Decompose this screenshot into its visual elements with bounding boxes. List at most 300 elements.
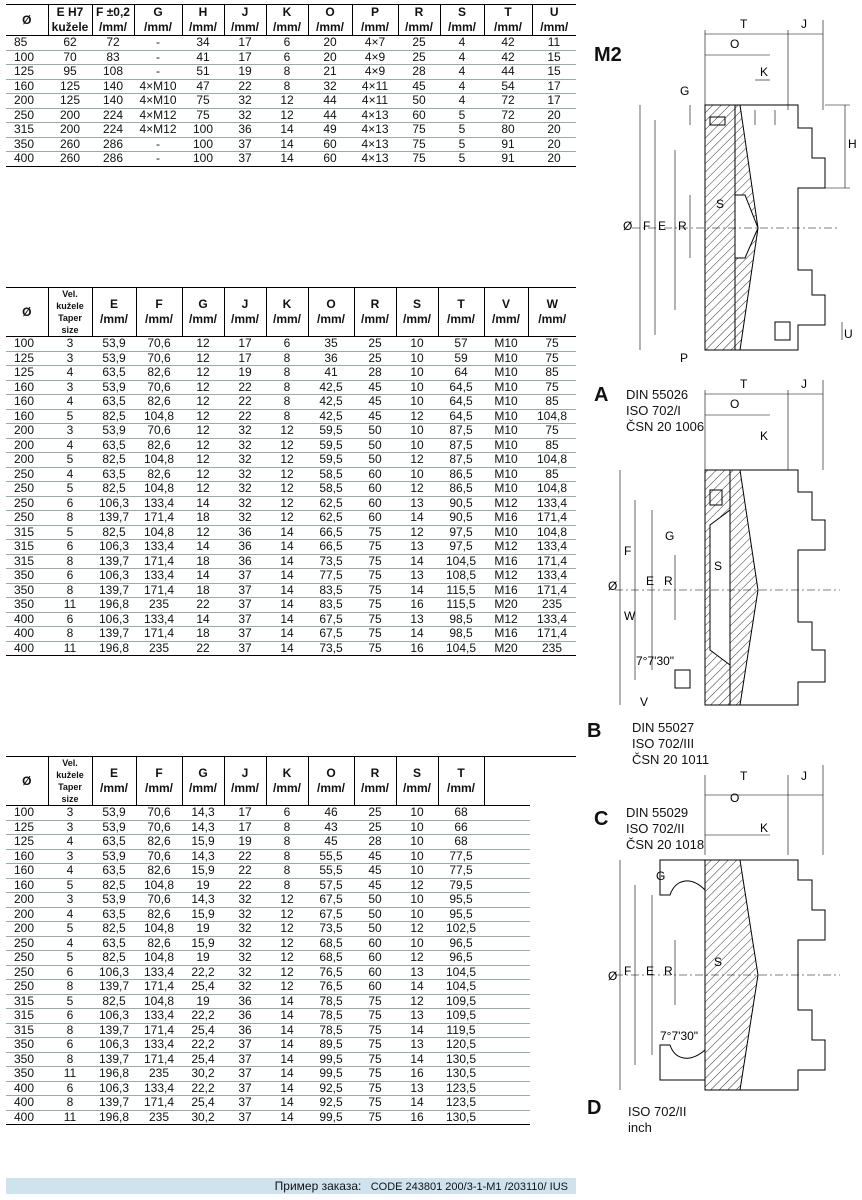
table-cell: 12 [266,980,308,995]
table-cell: 53,9 [92,424,136,439]
table-cell: 140 [92,79,134,94]
table-cell: 200 [6,424,48,439]
table-cell: 72 [484,94,532,109]
dim-k-m2: K [760,65,769,79]
table-cell: 98,5 [438,612,484,627]
table-cell: 75 [528,351,576,366]
table-cell: 95,5 [438,893,484,908]
table-cell: 87,5 [438,424,484,439]
table-cell: 12 [266,482,308,497]
table-cell: 350 [6,569,48,584]
table-cell: 43 [308,820,354,835]
table-cell: 14 [266,569,308,584]
table-cell: 42,5 [308,409,354,424]
table-cell: M10 [484,366,528,381]
table-cell: 20 [532,152,576,167]
table-cell: 45 [354,380,396,395]
table2-header-1: Vel. kužele Taper size [48,288,92,337]
table-row [6,1052,576,1067]
table-row [6,878,576,893]
table-row [6,569,576,584]
table-cell: 85 [528,366,576,381]
table-row [6,65,576,80]
table-cell: 14 [266,1023,308,1038]
table-cell: 82,5 [92,994,136,1009]
table2-header-11: V /mm/ [484,288,528,337]
table-cell: 22 [224,395,266,410]
table-cell: 78,5 [308,1009,354,1024]
table-cell: M20 [484,641,528,656]
table-row [6,980,576,995]
table-cell: 12 [182,438,224,453]
table-cell: 133,4 [528,612,576,627]
table-cell: 6 [48,612,92,627]
table-cell: 260 [48,152,92,167]
table-row [6,1096,576,1111]
table-cell: 18 [182,583,224,598]
table-cell: 125 [48,94,92,109]
table-cell: 82,5 [92,922,136,937]
table-cell: 12 [266,467,308,482]
table-cell [484,994,530,1009]
table-cell: 50 [354,893,396,908]
dim-e-m2: E [658,219,667,233]
table-cell: 63,5 [92,907,136,922]
table-cell: 14 [266,123,308,138]
table-cell: 106,3 [92,612,136,627]
table-cell: 36 [224,554,266,569]
table-cell: 66 [438,820,484,835]
table-cell: 37 [224,1110,266,1125]
table-cell: 70,6 [136,380,182,395]
table-cell: 106,3 [92,540,136,555]
table-cell [484,1052,530,1067]
table-cell: 14 [266,612,308,627]
table-cell: 250 [6,951,48,966]
table-cell: M10 [484,424,528,439]
table-cell: 14 [396,511,438,526]
table-cell: 196,8 [92,1067,136,1082]
table-cell: 32 [224,511,266,526]
table-cell: 68 [438,835,484,850]
table-cell: 6 [48,1081,92,1096]
table-cell: 63,5 [92,936,136,951]
table-cell [484,820,530,835]
table-cell: 75 [354,1009,396,1024]
table-cell: 400 [6,1096,48,1111]
table-cell: 104,8 [136,482,182,497]
table-cell: 106,3 [92,569,136,584]
dim-g-c: G [656,869,666,883]
table-cell: 100 [6,50,48,65]
table-cell: 140 [92,94,134,109]
table-cell: 160 [6,849,48,864]
table-cell: 160 [6,395,48,410]
table-cell: 28 [398,65,440,80]
table-cell: 25 [398,50,440,65]
table-cell: 60 [354,496,396,511]
table-cell: 315 [6,1023,48,1038]
table-cell: 22 [224,864,266,879]
table-cell: 200 [6,438,48,453]
diagram-label-b: B [587,720,602,742]
table-cell: 96,5 [438,951,484,966]
table-cell [484,1081,530,1096]
table-cell: 62,5 [308,511,354,526]
table-cell: 14 [396,1096,438,1111]
table-cell [484,806,530,821]
table-cell: 4 [48,395,92,410]
table2-header-5: J /mm/ [224,288,266,337]
table-cell: 99,5 [308,1067,354,1082]
table-cell: 286 [92,152,134,167]
table-cell: 8 [48,1052,92,1067]
table-cell: 60 [398,108,440,123]
table-cell: 235 [136,598,182,613]
table-cell: 104,5 [438,980,484,995]
table-cell: 22 [224,380,266,395]
table3-header-0: Ø [6,757,48,806]
table-cell: 42 [484,36,532,51]
table-cell: 6 [266,806,308,821]
table-cell: 75 [354,554,396,569]
table-cell: 11 [48,598,92,613]
table-row [6,36,576,51]
table-row [6,366,576,381]
standards-d: ISO 702/II inch [628,1104,687,1135]
table-cell: 200 [48,108,92,123]
table-cell: 123,5 [438,1081,484,1096]
table2-header-6: K /mm/ [266,288,308,337]
table-cell: 14 [266,1052,308,1067]
table-cell: 55,5 [308,864,354,879]
dim-dia-c: Ø [608,969,618,983]
table3-header-9: S /mm/ [396,757,438,806]
table-cell: 5 [440,152,484,167]
table-cell: 82,6 [136,438,182,453]
table-cell: 171,4 [528,627,576,642]
dim-r-m2: R [678,219,687,233]
table-cell: - [134,36,182,51]
table-cell [484,936,530,951]
table3-header-5: J /mm/ [224,757,266,806]
order-example-bar [6,1178,576,1194]
table-cell: 139,7 [92,1096,136,1111]
table-cell: 196,8 [92,641,136,656]
table-cell: 260 [48,137,92,152]
table-cell: 139,7 [92,554,136,569]
table3-header-8: R /mm/ [354,757,396,806]
table-cell: M12 [484,612,528,627]
table-cell: 18 [182,554,224,569]
table-cell [484,878,530,893]
table-cell: M10 [484,453,528,468]
table-cell: 400 [6,1081,48,1096]
table-cell: 3 [48,893,92,908]
table-cell: 59,5 [308,438,354,453]
table-cell: 4×M10 [134,94,182,109]
table-cell: 49 [308,123,352,138]
table-cell: 22,2 [182,1081,224,1096]
table-cell: 12 [266,922,308,937]
table-cell: 4 [48,936,92,951]
table-cell: 41 [308,366,354,381]
table-row [6,907,576,922]
table-cell: 8 [48,554,92,569]
dim-r-a: R [664,574,673,588]
table-cell: 25,4 [182,980,224,995]
table-cell: 89,5 [308,1038,354,1053]
table-cell: 104,8 [528,453,576,468]
table-cell: 10 [396,351,438,366]
table-cell: 58,5 [308,482,354,497]
table-cell: 37 [224,1096,266,1111]
table-cell: 109,5 [438,1009,484,1024]
table-cell: 196,8 [92,1110,136,1125]
table2-header-10: T /mm/ [438,288,484,337]
table-cell: 17 [224,337,266,352]
table-cell: 10 [396,907,438,922]
table-cell: 14 [396,627,438,642]
table-cell: 42 [484,50,532,65]
table-row [6,1067,576,1082]
table-cell: 108,5 [438,569,484,584]
table-cell [484,1067,530,1082]
dim-k-c: K [760,821,769,835]
table-cell: 315 [6,1009,48,1024]
table1-header-0: Ø [6,5,48,36]
table-cell: 21 [308,65,352,80]
table-cell: 75 [354,525,396,540]
table-row [6,409,576,424]
table-cell: 200 [6,893,48,908]
table-cell: 12 [182,482,224,497]
table-cell [484,893,530,908]
diagram-label-m2: M2 [594,44,622,66]
table-cell: 32 [224,907,266,922]
table-cell: 108 [92,65,134,80]
table-cell: 37 [224,137,266,152]
table-cell: 16 [396,598,438,613]
diagram-label-c: C [594,808,609,830]
table1-header-12: U /mm/ [532,5,576,36]
table-cell: M12 [484,496,528,511]
table-cell: 90,5 [438,496,484,511]
table-cell: 100 [6,806,48,821]
table-cell: 10 [396,380,438,395]
table-cell: 14 [266,1009,308,1024]
table-cell: 18 [182,511,224,526]
table-cell: 5 [440,123,484,138]
table-cell: 17 [224,351,266,366]
table-cell: 4×7 [352,36,398,51]
table-cell: 224 [92,108,134,123]
table-cell: 125 [6,351,48,366]
table-cell: 19 [182,994,224,1009]
table-cell: 14,3 [182,806,224,821]
table-cell: 250 [6,511,48,526]
table-row [6,123,576,138]
table-cell: 315 [6,540,48,555]
table-cell: 12 [182,453,224,468]
table-cell: 10 [396,864,438,879]
table-cell: 97,5 [438,525,484,540]
table-cell: 45 [354,409,396,424]
table-cell: 4 [440,65,484,80]
table-cell: 68,5 [308,951,354,966]
table-cell: 14 [266,583,308,598]
table-cell: 53,9 [92,806,136,821]
table-cell: 14 [266,152,308,167]
table-cell [484,1096,530,1111]
table-cell: 32 [224,94,266,109]
table-cell: 78,5 [308,1023,354,1038]
table-row [6,1009,576,1024]
table-cell: 64,5 [438,409,484,424]
drawing-m2 [632,20,850,350]
table-cell: 63,5 [92,438,136,453]
table-cell: 67,5 [308,612,354,627]
table-cell: 75 [354,598,396,613]
table-cell: 100 [182,137,224,152]
table-cell: 133,4 [528,540,576,555]
table-cell: 14 [266,1110,308,1125]
table-cell: 200 [6,907,48,922]
table2-header-3: F /mm/ [136,288,182,337]
table-cell: 44 [308,108,352,123]
table-cell: 37 [224,152,266,167]
table-row [6,806,576,821]
table-cell: 235 [136,1110,182,1125]
table-cell: 139,7 [92,1052,136,1067]
drawing-c [615,765,840,1090]
table1-header-11: T /mm/ [484,5,532,36]
table-cell: 17 [224,806,266,821]
table-cell: 37 [224,627,266,642]
angle-c: 7°7'30" [660,1029,699,1043]
table-cell: 19 [224,65,266,80]
table-cell: 60 [308,137,352,152]
table1-header-2: F ±0,2 /mm/ [92,5,134,36]
table-cell: 45 [308,835,354,850]
table-cell [484,1023,530,1038]
table-cell: 30,2 [182,1110,224,1125]
table-cell: 32 [224,965,266,980]
table-cell: 160 [6,79,48,94]
table-cell: 80 [484,123,532,138]
table-cell: 32 [224,980,266,995]
dim-w-a: W [624,609,636,623]
table-cell: 37 [224,641,266,656]
table-cell: M10 [484,337,528,352]
table-cell: 64 [438,366,484,381]
table-row [6,835,576,850]
table-cell: 75 [354,1096,396,1111]
table-cell: 10 [396,438,438,453]
table-cell: 133,4 [136,540,182,555]
table-cell: 4×M12 [134,108,182,123]
table-cell: 119,5 [438,1023,484,1038]
table-cell: 115,5 [438,583,484,598]
table-cell: 50 [398,94,440,109]
table-cell: 67,5 [308,627,354,642]
table-cell: 3 [48,424,92,439]
table-cell: 4×11 [352,79,398,94]
table-cell: 12 [182,380,224,395]
table-row [6,994,576,1009]
table-cell: 3 [48,380,92,395]
table-cell: 47 [182,79,224,94]
table-cell: 4 [48,467,92,482]
table-cell: M16 [484,511,528,526]
table-cell: 91 [484,152,532,167]
table2-header-0: Ø [6,288,48,337]
table-cell: 133,4 [136,496,182,511]
table-cell: 82,5 [92,878,136,893]
dim-o-c: O [730,791,740,805]
table-cell: 11 [532,36,576,51]
table-cell: M16 [484,627,528,642]
table-cell: 104,8 [528,482,576,497]
table-cell: 171,4 [528,511,576,526]
table-cell: 104,8 [136,409,182,424]
table-cell: 5 [48,878,92,893]
table-cell: 315 [6,994,48,1009]
table-cell: 75 [354,1052,396,1067]
table-cell: 12 [182,366,224,381]
table-cell: 8 [266,380,308,395]
table-cell: 75 [354,994,396,1009]
table-cell: 235 [136,1067,182,1082]
table-cell: 32 [224,453,266,468]
table-cell: 10 [396,424,438,439]
table-cell: 25,4 [182,1096,224,1111]
table-cell: 350 [6,598,48,613]
table-cell: 12 [396,482,438,497]
table3-header-11 [484,757,530,806]
table-cell: 8 [48,980,92,995]
table-cell: 13 [396,496,438,511]
table-cell: 6 [48,540,92,555]
table-cell: 6 [266,36,308,51]
table-cell: 37 [224,612,266,627]
table-cell: 8 [266,65,308,80]
table-cell: M12 [484,569,528,584]
table-cell: 14 [266,540,308,555]
table-cell: 64,5 [438,380,484,395]
table-cell: 37 [224,1081,266,1096]
table-cell: 28 [354,366,396,381]
table-cell: 14 [266,1038,308,1053]
table-cell: 45 [398,79,440,94]
table2-header-2: E /mm/ [92,288,136,337]
table3-header-10: T /mm/ [438,757,484,806]
table-cell: 8 [48,583,92,598]
table-cell: 10 [396,366,438,381]
table-cell: 32 [224,936,266,951]
table-cell: 130,5 [438,1067,484,1082]
table-cell: 6 [48,965,92,980]
table-cell: 53,9 [92,849,136,864]
dim-v-a: V [640,695,649,709]
table-cell [484,965,530,980]
table-cell: 72 [484,108,532,123]
table-cell: 5 [48,951,92,966]
table-type-c [6,756,576,1125]
table-cell: 400 [6,612,48,627]
table-cell: 82,6 [136,864,182,879]
table-cell: 10 [396,467,438,482]
